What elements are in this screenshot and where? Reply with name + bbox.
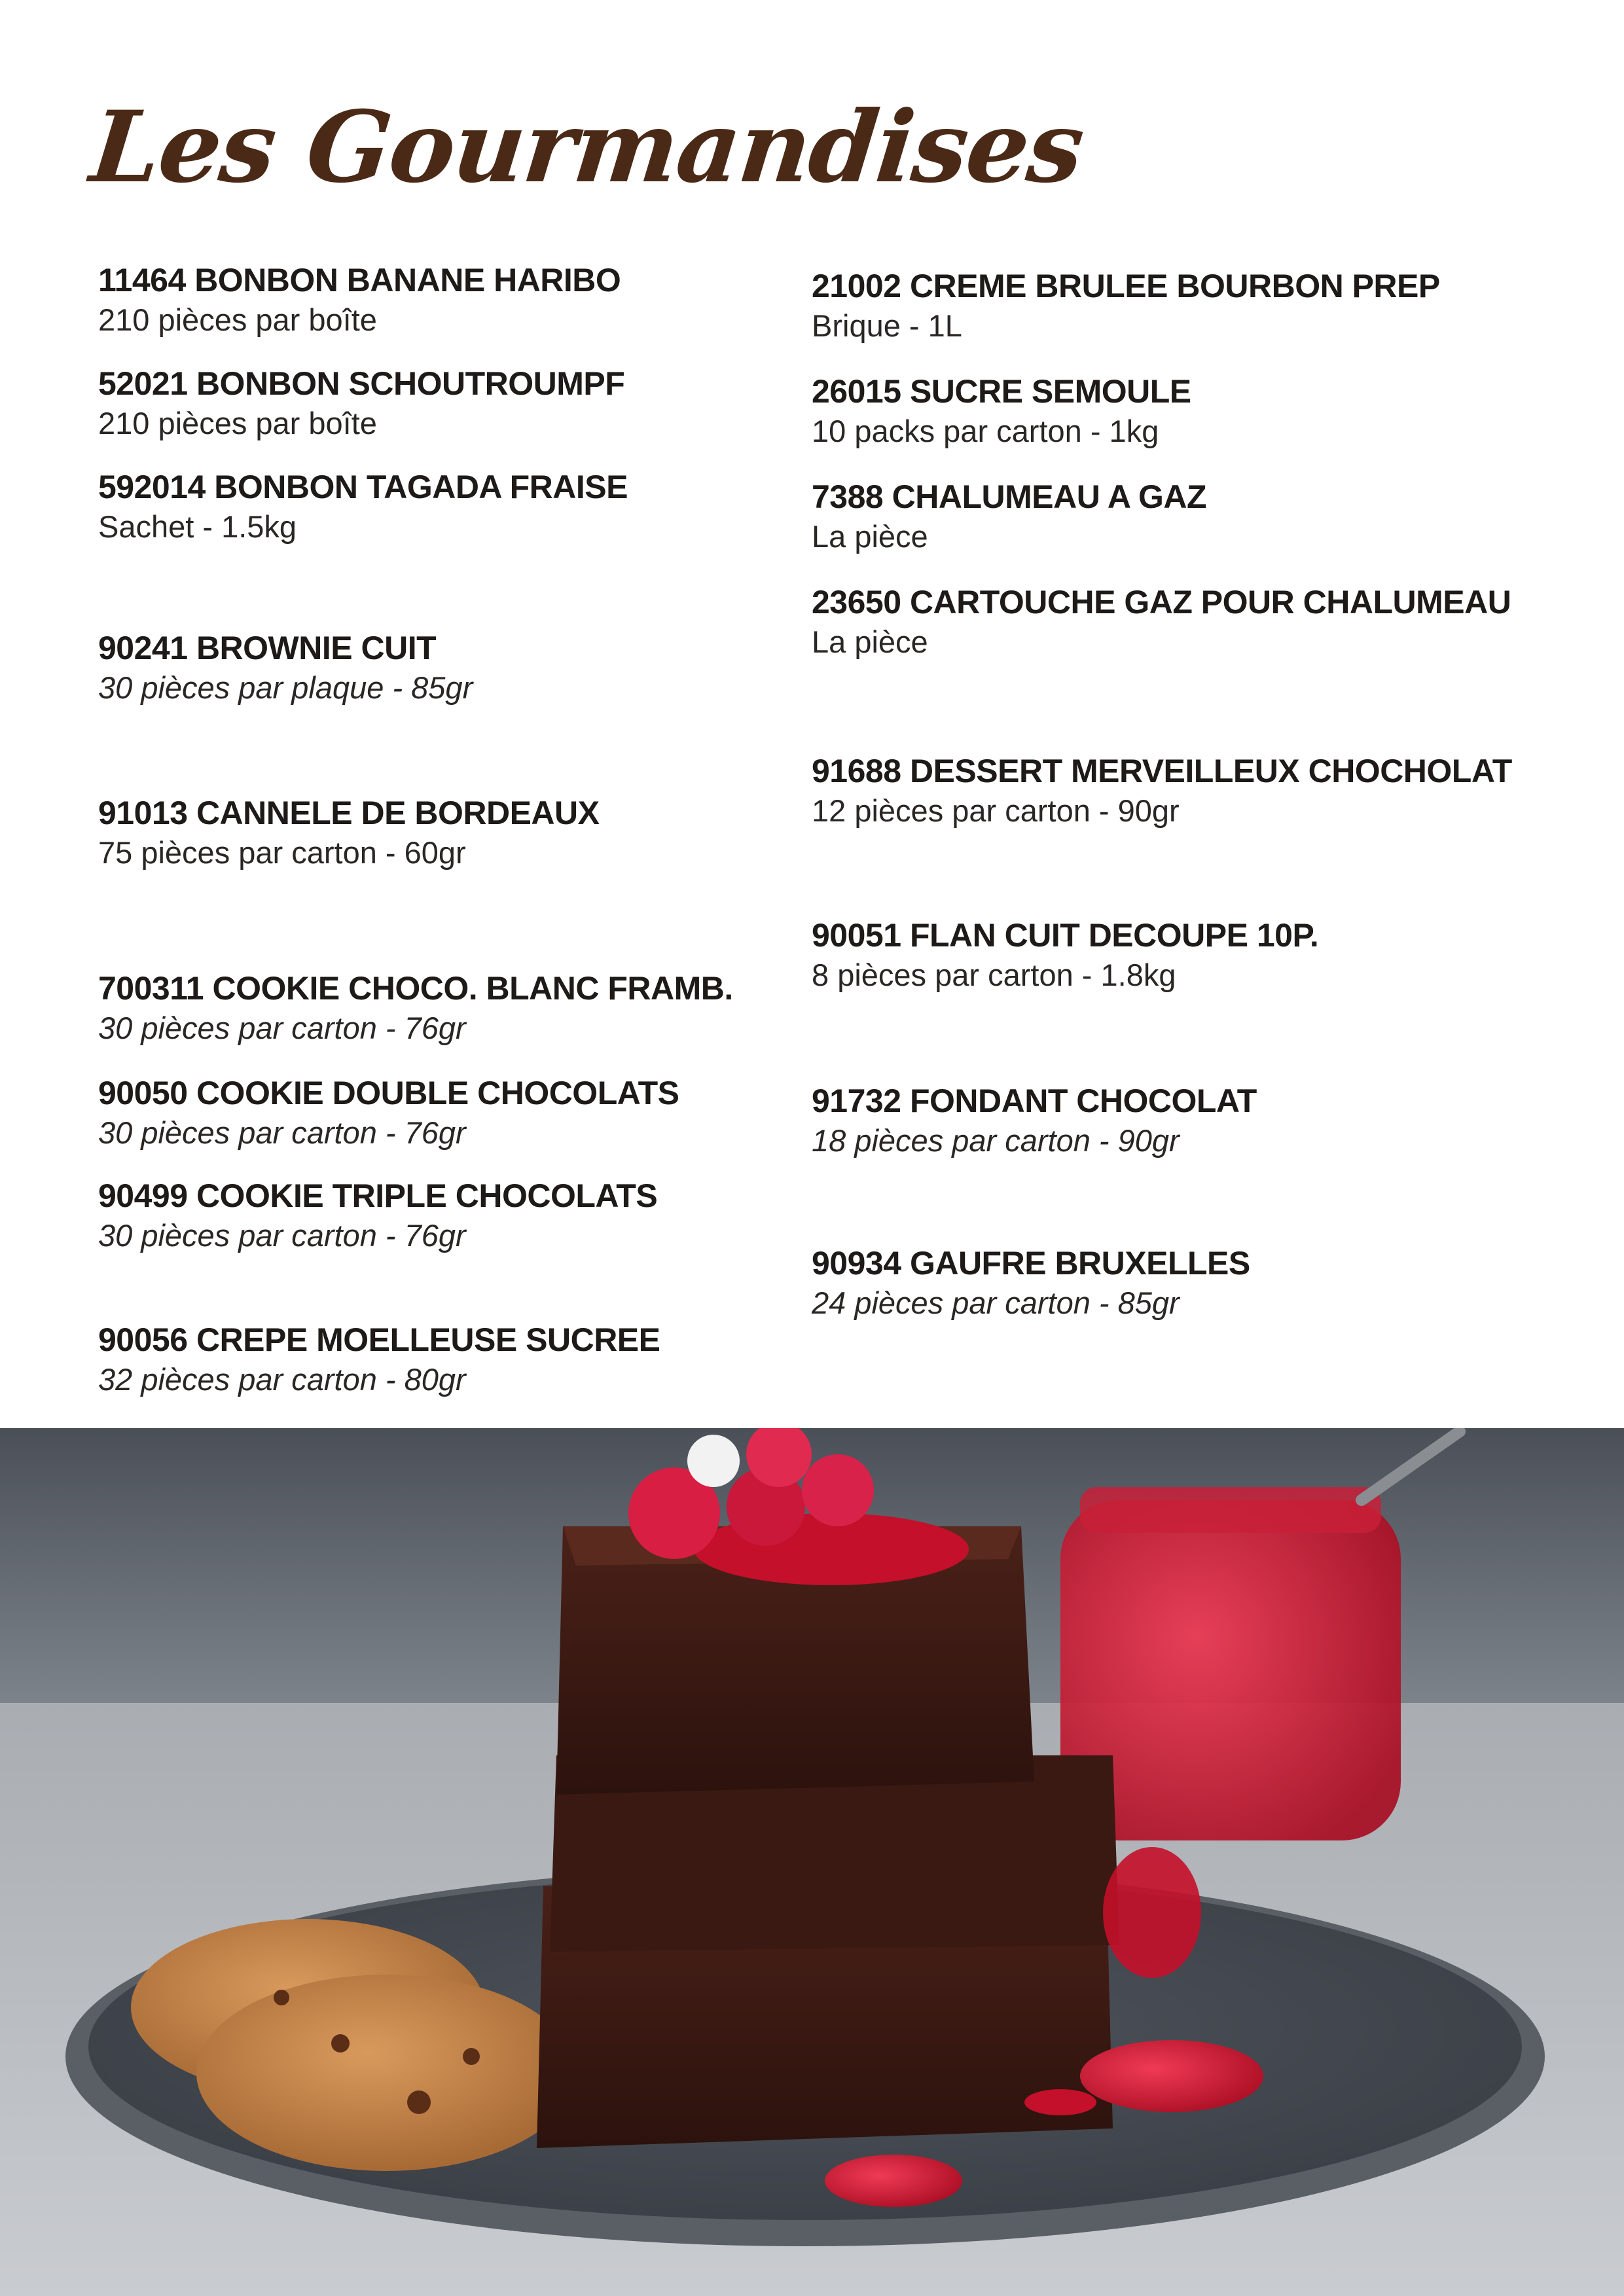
product-item [812,583,1511,662]
product-item [98,628,473,708]
product-name: 26015 SUCRE SEMOULE [812,373,1191,410]
product-name: 90241 BROWNIE CUIT [98,630,437,666]
product-detail: 75 pièces par carton - 60gr [98,835,466,870]
product-detail: 8 pièces par carton - 1.8kg [812,958,1176,992]
product-item [812,751,1512,831]
product-item [98,260,621,340]
product-item [812,477,1206,556]
product-item [812,1081,1257,1160]
product-item [98,793,600,872]
product-detail: 10 packs par carton - 1kg [812,414,1159,448]
brownie-photo [0,1428,1624,2296]
product-name: 52021 BONBON SCHOUTROUMPF [98,365,625,402]
page-title: Les Gourmandises [85,90,1089,205]
product-detail: 30 pièces par carton - 76gr [98,1011,466,1045]
product-detail: La pièce [812,624,928,659]
product-detail: 30 pièces par carton - 76gr [98,1115,466,1150]
product-name: 91013 CANNELE DE BORDEAUX [98,795,600,831]
product-detail: La pièce [812,519,928,554]
product-item [98,1176,657,1255]
product-detail: 32 pièces par carton - 80gr [98,1362,466,1397]
product-detail: 30 pièces par plaque - 85gr [98,670,473,705]
product-detail: 30 pièces par carton - 76gr [98,1218,466,1253]
product-name: 91732 FONDANT CHOCOLAT [812,1083,1257,1119]
product-item [98,1320,660,1399]
product-detail: 12 pièces par carton - 90gr [812,793,1180,828]
product-detail: Brique - 1L [812,308,962,343]
product-item [812,266,1440,346]
product-name: 21002 CREME BRULEE BOURBON PREP [812,268,1440,304]
product-name: 90934 GAUFRE BRUXELLES [812,1245,1250,1282]
product-item [98,364,624,443]
product-detail: 210 pièces par boîte [98,406,377,440]
product-item [812,1244,1250,1323]
product-detail: Sachet - 1.5kg [98,509,297,544]
product-name: 592014 BONBON TAGADA FRAISE [98,469,628,505]
product-detail: 24 pièces par carton - 85gr [812,1285,1180,1320]
product-name: 7388 CHALUMEAU A GAZ [812,478,1207,515]
product-name: 11464 BONBON BANANE HARIBO [98,262,621,298]
product-item [98,969,733,1048]
product-item [98,467,628,547]
product-name: 91688 DESSERT MERVEILLEUX CHOCHOLAT [812,753,1512,789]
product-name: 700311 COOKIE CHOCO. BLANC FRAMB. [98,970,733,1007]
product-detail: 210 pièces par boîte [98,302,377,337]
product-name: 90050 COOKIE DOUBLE CHOCOLATS [98,1075,679,1111]
product-name: 90499 COOKIE TRIPLE CHOCOLATS [98,1177,658,1214]
product-item [812,916,1318,995]
product-detail: 18 pièces par carton - 90gr [812,1123,1180,1158]
product-name: 90056 CREPE MOELLEUSE SUCREE [98,1321,660,1358]
product-item [812,372,1191,451]
product-item [98,1073,679,1153]
product-name: 23650 CARTOUCHE GAZ POUR CHALUMEAU [812,584,1511,620]
product-name: 90051 FLAN CUIT DECOUPE 10P. [812,917,1319,954]
